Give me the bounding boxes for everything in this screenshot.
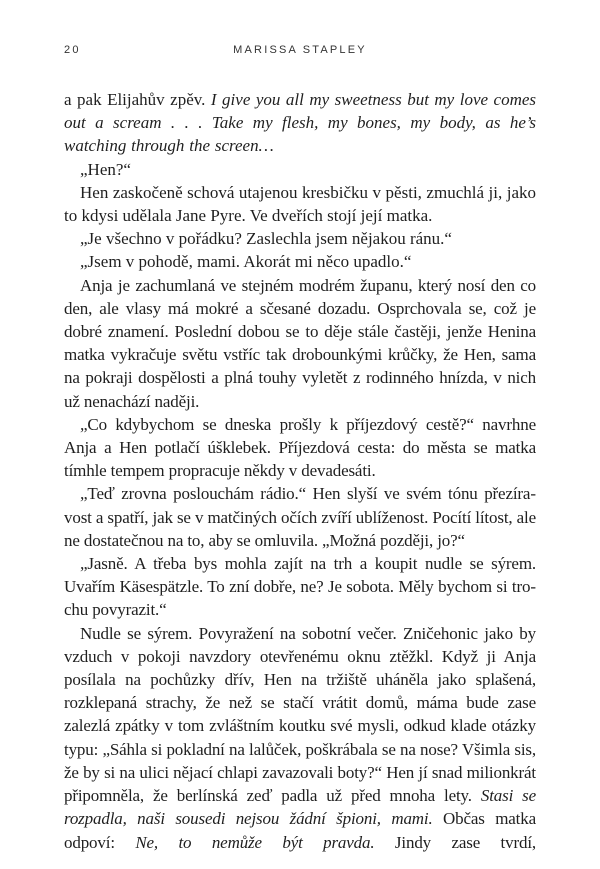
paragraph-1 [64,88,536,158]
paragraph-2: „Hen?“ [80,159,131,179]
page-number: 20 [64,44,81,56]
paragraph-1-roman: a pak Elijahův zpěv. [64,90,211,109]
paragraph-10-italic-1: Stasi se rozpadla, naši sousedi nejsou žádní špioni, mami. [64,786,536,829]
paragraph-5: „Jsem v pohodě, mami. Akorát mi něco upadlo.“ [80,252,412,272]
running-head-author: MARISSA STAPLEY [233,44,367,56]
paragraph-6: Anja je zachumlaná ve stejném modrém županu, který nosí den co den, ale vlasy má mokré a sčesané dozadu. Osprchovala se, což je dobré znamení. Poslední dobou se to děje stále častěji, jenže Henina matka vykračuje světu vstříc tak drobounkými krůčky, že Hen, sama na pokraji dospělosti a plná touhy vyletět z rodinného hnízda, v nich už nenachází naději. [64,275,536,411]
paragraph-9: „Jasně. A třeba bys mohla zajít na trh a koupit nudle se sýrem. Uvařím Käsespätzle. To zní dobře, ne? Je sobota. Měly bychom si trochu povyrazit.“ [64,554,536,620]
paragraph-10-part-c: Občas matka odpoví: [64,809,536,852]
paragraph-3: Hen zaskočeně schová utajenou kresbičku v pěsti, zmuchlá ji, jako to kdysi udělala Jane Pyre. Ve dveřích stojí její matka. [64,182,536,226]
paragraph-10 [64,622,536,854]
paragraph-10-part-e: Jindy zase tvrdí, [374,832,537,852]
song-lyrics-italic: I give you all my sweetness but my love comes out a scream . . . Take my flesh, my bones, my body, as he’s watching through the screen… [64,90,537,156]
paragraph-7: „Co kdybychom se dneska prošly k příjezdový cestě?“ navrhne Anja a Hen potlačí úšklebek. Příjezdová cesta: do města se matka tímhle tempem propracuje někdy v devadesáti. [64,414,536,481]
paragraph-8: „Teď zrovna poslouchám rádio.“ Hen slyší ve svém tónu přezíravost a spatří, jak se v matčiných očích zvíří ublíženost. Pocítí lítost, ale ne dostatečnou na to, aby se omluvila. „Možná později, jo?“ [64,484,536,550]
paragraph-10-italic-2: Ne, to nemůže být pravda. [135,832,375,852]
paragraph-10-part-a: Nudle se sýrem. Povyražení na sobotní večer. Zničehonic jako by vzduch v pokoji navzdory otevřenému oknu ztěžkl. Když ji Anja posílala na pochůzky dřív, Hen na tržiště uháněla jako splašená, rozklepaná strachy, že než se stačí vrátit domů, máma bude zase zalezlá zpátky v tom zvláštním koutku své mysli, odkud klade otázky typu: „Sáhla si pokladní na lalůček, poškrábala se na nose? Všimla sis, že by si na ulici nějací chlapi zavazovali boty?“ Hen jí snad milionkrát připomněla, že berlínská zeď padla už před mnoha lety. [64,623,536,806]
body-text [64,88,536,854]
page-header [64,44,536,62]
paragraph-4: „Je všechno v pořádku? Zaslechla jsem nějakou ránu.“ [80,229,452,249]
